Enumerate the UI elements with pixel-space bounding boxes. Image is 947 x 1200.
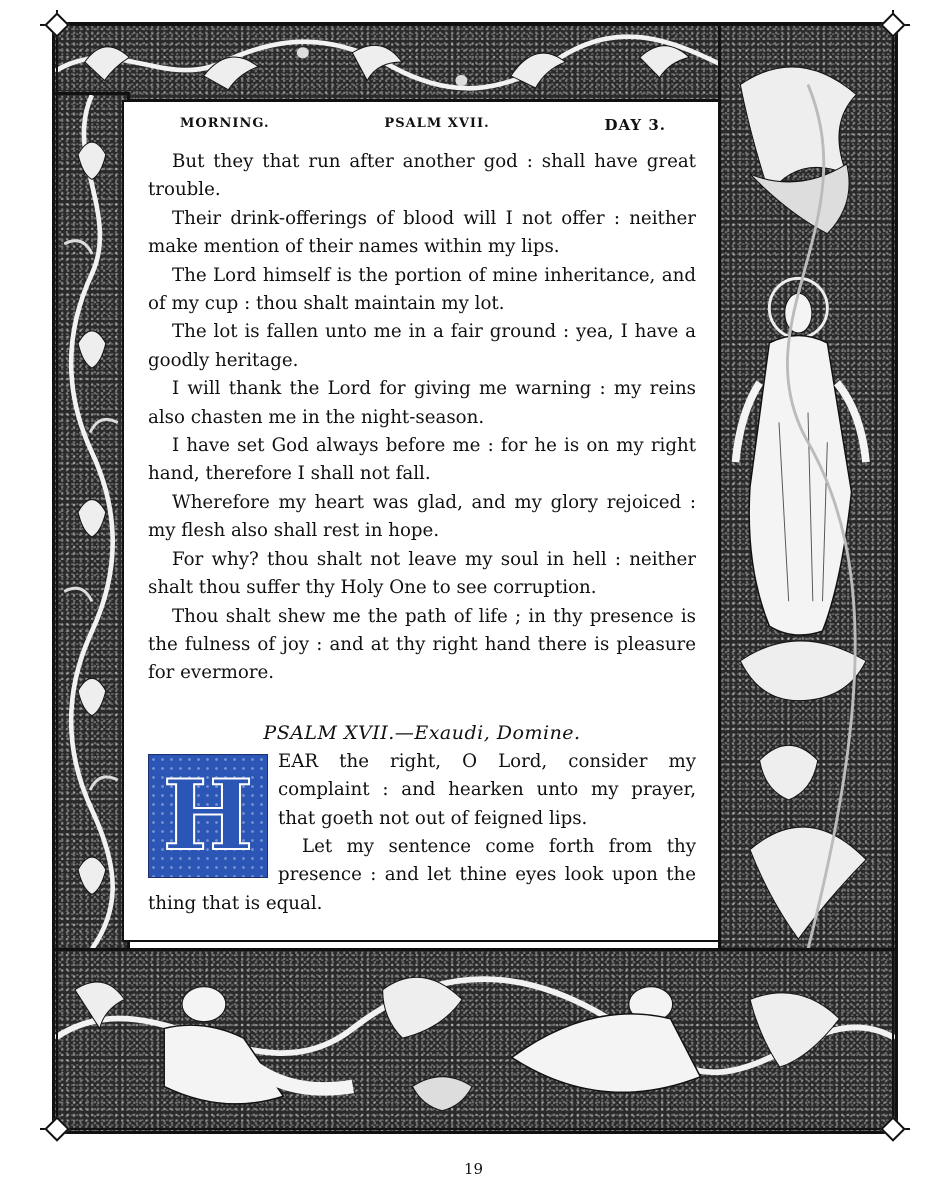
reclining-figures-illustration-icon [55,951,895,1131]
bottom-border-ornament [52,948,898,1134]
verse: I will thank the Lord for giving me warning : my reins also chasten me in the night-season. [148,378,696,428]
psalm-heading: PSALM XVII.—Exaudi, Domine. [263,721,581,744]
left-border-ornament [52,92,130,952]
christ-figure-illustration-icon [721,25,895,949]
verse: The Lord himself is the portion of mine inheritance, and of my cup : thou shalt maintain my lot. [148,264,696,315]
psalm-opening [148,748,696,918]
verse: I have set God always before me : for he is on my right hand, therefore I shall not fall. [148,435,696,485]
right-border-ornament [718,22,898,952]
running-head-center: PSALM XVII. [384,116,490,131]
verse: The lot is fallen unto me in a fair ground : yea, I have a goodly heritage. [148,321,696,371]
frame-rule-right [892,10,894,1140]
verse: Wherefore my heart was glad, and my glory rejoiced : my flesh also shall rest in hope. [148,491,696,542]
verse: Thou shalt shew me the path of life ; in thy presence is the fulness of joy : and at thy right hand there is pleasure for evermore. [148,605,696,684]
drop-cap-letter: H [162,758,254,872]
opening-paragraph: EAR the right, O Lord, consider my complaint : and hearken unto my prayer, that goeth not out of feigned lips. [278,750,696,829]
text-block [122,100,720,942]
verse: But they that run after another god : shall have great trouble. [148,151,696,201]
running-head-left: MORNING. [180,116,270,131]
running-head [148,116,696,134]
verse: For why? thou shalt not leave my soul in hell : neither shalt thou suffer thy Holy One to see corruption. [148,548,696,599]
top-border-ornament [52,22,728,102]
verse: Their drink-offerings of blood will I not offer : neither make mention of their names within my lips. [148,207,696,258]
acanthus-scroll-icon [55,25,725,99]
frame-rule-bottom [40,1128,910,1130]
frame-rule-top [40,24,910,26]
flower-vine-icon [55,95,127,949]
frame-rule-left [56,10,58,1140]
page-number: 19 [463,1160,484,1178]
running-head-right: DAY 3. [604,116,666,134]
illuminated-initial-icon [148,754,268,878]
second-paragraph: Let my sentence come forth from thy presence : and let thine eyes look upon the thing that is equal. [148,835,696,914]
